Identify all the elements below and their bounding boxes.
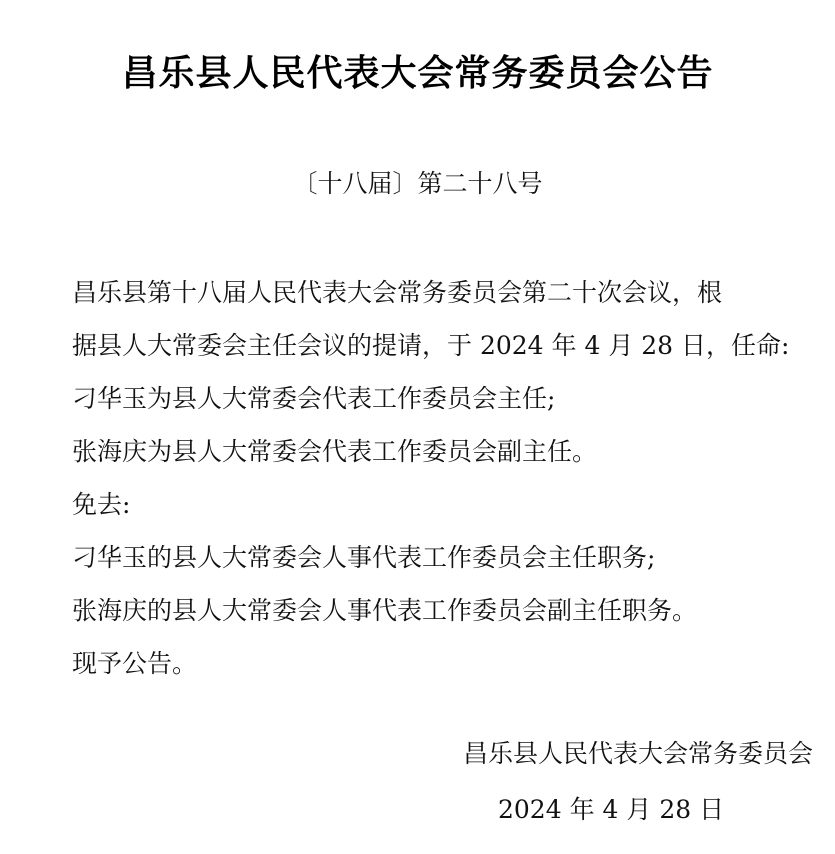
body-line-1: 昌乐县第十八届人民代表大会常务委员会第二十次会议，根 [72,278,723,307]
body-line-3: 刁华玉为县人大常委会代表工作委员会主任; [72,384,556,413]
document-number: 〔十八届〕第二十八号 [292,169,543,198]
issuer-signature: 昌乐县人民代表大会常务委员会 [462,739,813,768]
body-line-8: 现予公告。 [72,649,198,678]
body-line-7: 张海庆的县人大常委会人事代表工作委员会副主任职务。 [72,596,698,625]
body-line-4: 张海庆为县人大常委会代表工作委员会副主任。 [72,437,598,466]
notice-body [72,266,792,690]
notice-title: 昌乐县人民代表大会常务委员会公告 [121,53,714,94]
body-line-6: 刁华玉的县人大常委会人事代表工作委员会主任职务; [72,543,656,572]
body-line-5: 免去: [72,490,131,519]
issue-date: 2024 年 4 月 28 日 [498,795,725,824]
body-line-2: 据县人大常委会主任会议的提请，于 2024 年 4 月 28 日，任命: [72,331,790,360]
